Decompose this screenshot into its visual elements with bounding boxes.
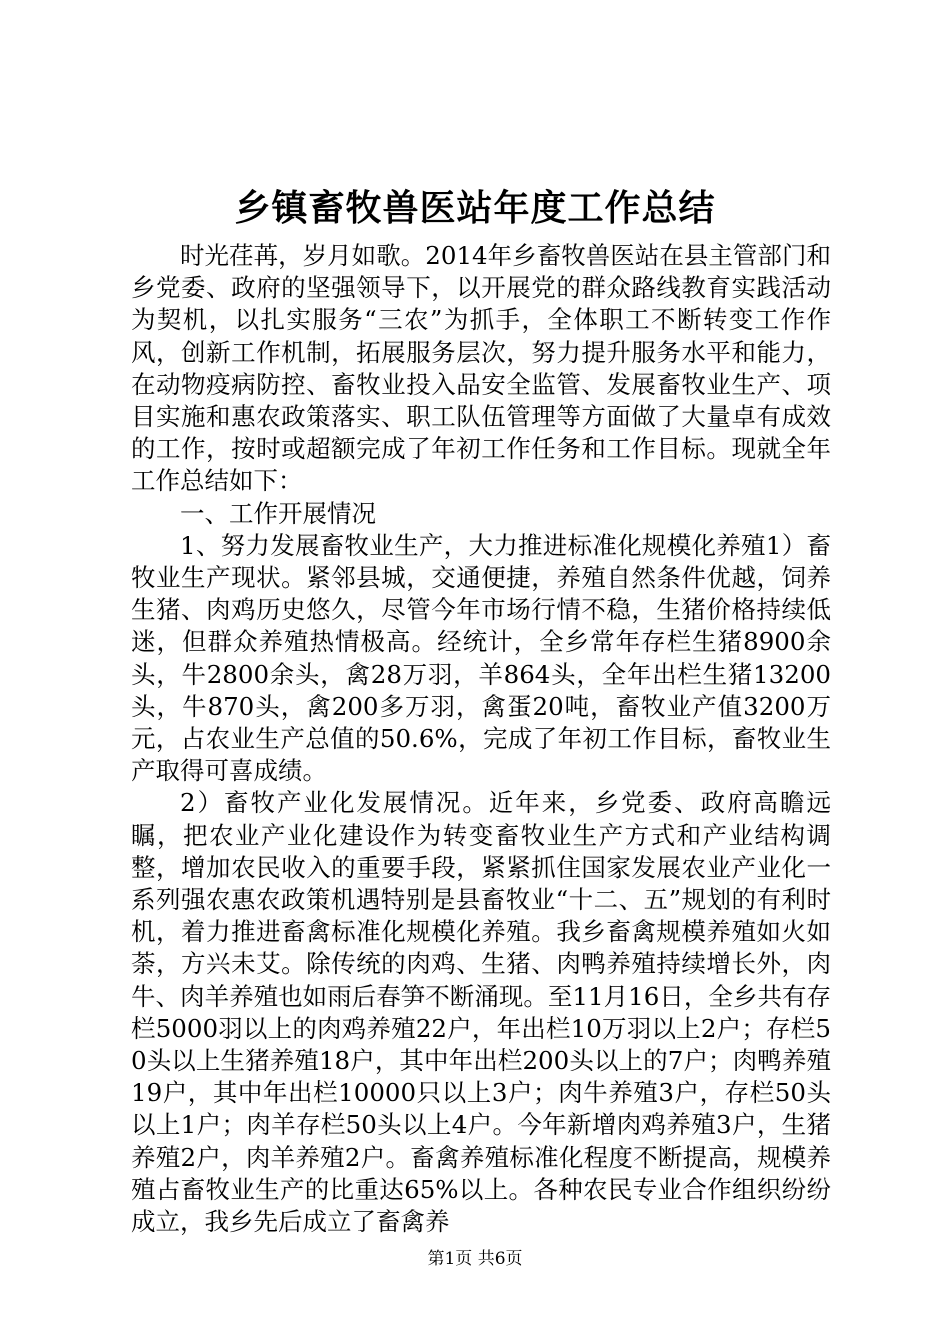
- intro-paragraph: 时光荏苒，岁月如歌。2014年乡畜牧兽医站在县主管部门和乡党委、政府的坚强领导下，以开展党的群众路线教育实践活动为契机，以扎实服务“三农”为抓手，全体职工不断转变工作作风，创新工作机制，拓展服务层次，努力提升服务水平和能力，在动物疫病防控、畜牧业投入品安全监管、发展畜牧业生产、项目实施和惠农政策落实、职工队伍管理等方面做了大量卓有成效的工作，按时或超额完成了年初工作任务和工作目标。现就全年工作总结如下：: [131, 241, 831, 496]
- page-footer: 第1页 共6页: [427, 1249, 523, 1269]
- document-title: 乡镇畜牧兽医站年度工作总结: [234, 187, 716, 229]
- document-body: [131, 240, 831, 1238]
- section-heading: 一、工作开展情况: [180, 498, 376, 528]
- body-paragraph: 2）畜牧产业化发展情况。近年来，乡党委、政府高瞻远瞩，把农业产业化建设作为转变畜牧业生产方式和产业结构调整，增加农民收入的重要手段，紧紧抓住国家发展农业产业化一系列强农惠农政策机遇特别是县畜牧业“十二、五”规划的有利时机，着力推进畜禽标准化规模化养殖。我乡畜禽规模养殖如火如荼，方兴未艾。除传统的肉鸡、生猪、肉鸭养殖持续增长外，肉牛、肉羊养殖也如雨后春笋不断涌现。至11月16日，全乡共有存栏5000羽以上的肉鸡养殖22户，年出栏10万羽以上2户；存栏50头以上生猪养殖18户，其中年出栏200头以上的7户；肉鸭养殖19户，其中年出栏10000只以上3户；肉牛养殖3户，存栏50头以上1户；肉羊存栏50头以上4户。今年新增肉鸡养殖3户，生猪养殖2户，肉羊养殖2户。畜禽养殖标准化程度不断提高，规模养殖占畜牧业生产的比重达65%以上。各种农民专业合作组织纷纷成立，我乡先后成立了畜禽养: [131, 788, 831, 1237]
- body-paragraph: 1、努力发展畜牧业生产，大力推进标准化规模化养殖1）畜牧业生产现状。紧邻县城，交通便捷，养殖自然条件优越，饲养生猪、肉鸡历史悠久，尽管今年市场行情不稳，生猪价格持续低迷，但群众养殖热情极高。经统计，全乡常年存栏生猪8900余头，牛2800余头，禽28万羽，羊864头，全年出栏生猪13200头，牛870头，禽200多万羽，禽蛋20吨，畜牧业产值3200万元，占农业生产总值的50.6%，完成了年初工作目标，畜牧业生产取得可喜成绩。: [131, 530, 831, 786]
